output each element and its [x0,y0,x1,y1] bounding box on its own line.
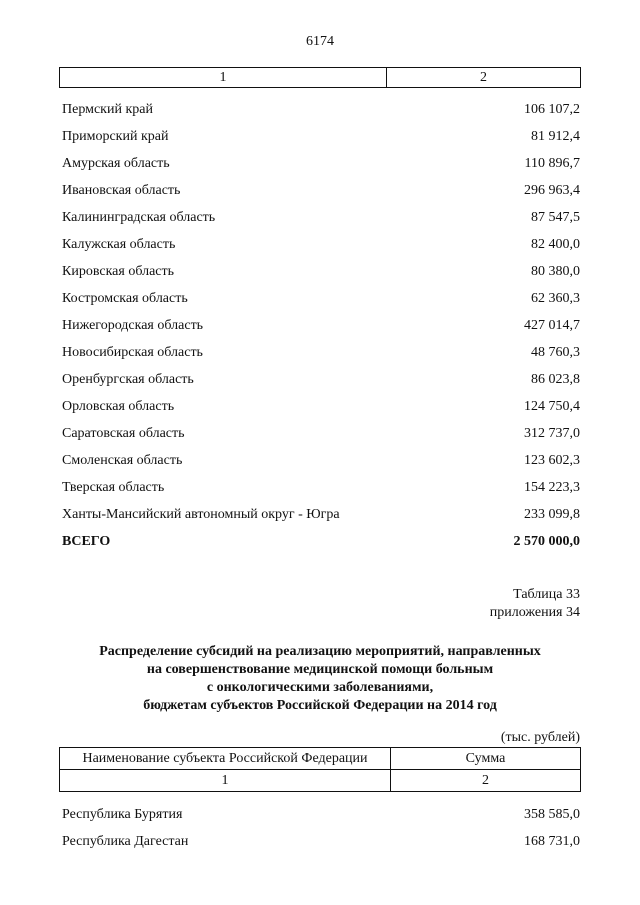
table-row [62,424,580,451]
region-name: Калининградская область [62,210,216,225]
table-row [62,262,580,289]
table-row [62,505,580,532]
region-name: Ханты-Мансийский автономный округ - Югра [62,507,340,522]
table2-header-col2: 2 [391,770,581,792]
title-line: бюджетам субъектов Российской Федерации на 2014 год [143,698,497,713]
table2-header [59,747,581,792]
region-name: Калужская область [62,237,176,252]
table1-header [59,67,581,88]
table2-header-name: Наименование субъекта Российской Федерации [60,748,391,770]
page-number: 6174 [306,34,334,49]
table-row [62,370,580,397]
region-name: Приморский край [62,129,169,144]
region-name: Нижегородская область [62,318,204,333]
region-name: Оренбургская область [62,372,194,387]
table-number: Таблица 33 [513,587,580,602]
region-name: Амурская область [62,156,170,171]
region-value: 86 023,8 [531,372,580,387]
title-line: с онкологическими заболеваниями, [206,680,434,695]
table-caption [490,586,580,622]
region-value: 124 750,4 [524,399,580,414]
unit-label: (тыс. рублей) [500,730,580,745]
table-row [62,235,580,262]
region-value: 106 107,2 [524,102,580,117]
table-row [62,478,580,505]
total-value: 2 570 000,0 [513,534,580,549]
region-value: 358 585,0 [524,807,580,822]
table-row [62,154,580,181]
table-row [62,181,580,208]
table-row [62,289,580,316]
region-value: 80 380,0 [531,264,580,279]
table1-header-col2: 2 [387,68,581,88]
table-row [62,316,580,343]
region-value: 62 360,3 [531,291,580,306]
table2-body [62,805,580,859]
region-value: 312 737,0 [524,426,580,441]
table-row [62,397,580,424]
table-row [62,343,580,370]
table-row [62,805,580,832]
region-name: Саратовская область [62,426,185,441]
region-value: 110 896,7 [524,156,580,171]
region-name: Орловская область [62,399,175,414]
table2-header-sum: Сумма [391,748,581,770]
table-row [62,127,580,154]
region-value: 81 912,4 [531,129,580,144]
region-value: 154 223,3 [524,480,580,495]
region-name: Ивановская область [62,183,181,198]
table-row [62,100,580,127]
table1-header-col1: 1 [60,68,387,88]
appendix-number: приложения 34 [489,605,580,620]
region-name: Новосибирская область [62,345,203,360]
region-value: 296 963,4 [524,183,580,198]
table-title [40,643,600,715]
region-value: 48 760,3 [531,345,580,360]
region-name: Костромская область [62,291,188,306]
table-row [62,208,580,235]
region-name: Кировская область [62,264,175,279]
region-value: 233 099,8 [524,507,580,522]
region-value: 168 731,0 [524,834,580,849]
total-label: ВСЕГО [62,534,111,549]
region-value: 427 014,7 [524,318,580,333]
region-name: Республика Бурятия [62,807,183,822]
region-value: 82 400,0 [531,237,580,252]
region-name: Республика Дагестан [62,834,189,849]
region-name: Пермский край [62,102,153,117]
region-value: 87 547,5 [531,210,580,225]
region-value: 123 602,3 [524,453,580,468]
region-name: Тверская область [62,480,165,495]
title-line: на совершенствование медицинской помощи больным [146,662,494,677]
region-name: Смоленская область [62,453,183,468]
table-row [62,832,580,859]
table1-body [62,100,580,559]
table-row [62,451,580,478]
title-line: Распределение субсидий на реализацию мероприятий, направленных [99,644,541,659]
table2-header-col1: 1 [60,770,391,792]
total-row [62,532,580,559]
